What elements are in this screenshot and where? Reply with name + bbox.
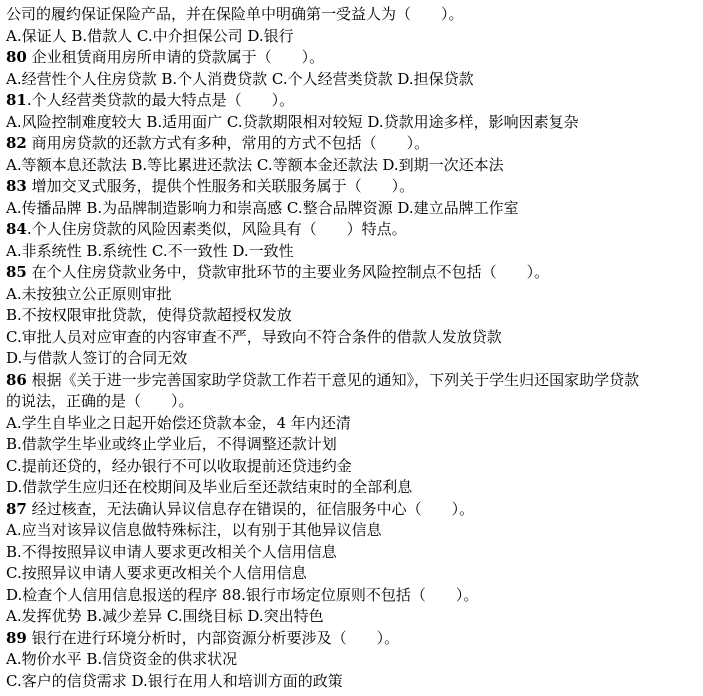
text-line	[6, 112, 700, 134]
question-number: 80	[6, 48, 27, 66]
text-line	[6, 241, 700, 263]
text-line	[6, 542, 700, 564]
line-text: A.保证人 B.借款人 C.中介担保公司 D.银行	[6, 26, 294, 45]
line-text: A.学生自毕业之日起开始偿还贷款本金，4 年内还清	[6, 413, 351, 432]
text-line	[6, 413, 700, 435]
line-text: 增加交叉式服务，提供个性服务和关联服务属于（ ）。	[26, 177, 415, 195]
text-line	[6, 262, 700, 284]
line-text: B.不按权限审批贷款，使得贷款超授权发放	[6, 306, 292, 324]
text-line	[6, 499, 700, 521]
line-text: C.客户的信贷需求 D.银行在用人和培训方面的政策	[6, 671, 343, 690]
text-line	[6, 219, 700, 241]
text-line	[6, 327, 700, 349]
line-text: D.检查个人信用信息报送的程序 88.银行市场定位原则不包括（ ）。	[6, 585, 479, 604]
text-line	[6, 585, 700, 607]
line-text: 的说法，正确的是（ ）。	[6, 392, 194, 410]
question-number: 83	[6, 177, 27, 195]
text-line	[6, 198, 700, 220]
line-text: 商用房贷款的还款方式有多种，常用的方式不包括（ ）。	[26, 134, 430, 152]
line-text: C.提前还贷的，经办银行不可以收取提前还贷违约金	[6, 456, 352, 475]
text-line	[6, 155, 700, 177]
line-text: A.应当对该异议信息做特殊标注，以有别于其他异议信息	[6, 521, 382, 539]
line-text: A.风险控制难度较大 B.适用面广 C.贷款期限相对较短 D.贷款用途多样，影响因素复杂	[6, 112, 579, 131]
line-text: A.物价水平 B.信贷资金的供求状况	[6, 650, 238, 668]
line-text: 在个人住房贷款业务中，贷款审批环节的主要业务风险控制点不包括（ ）。	[26, 263, 550, 281]
document-page	[6, 4, 700, 692]
question-number: 85	[6, 263, 27, 281]
text-line	[6, 348, 700, 370]
text-line	[6, 47, 700, 69]
question-number: 86	[6, 370, 27, 389]
line-text: 公司的履约保证保险产品，并在保险单中明确第一受益人为（ ）。	[6, 5, 464, 23]
text-line	[6, 69, 700, 91]
line-text: 银行在进行环境分析时，内部资源分析要涉及（ ）。	[26, 628, 400, 647]
line-text: .个人经营类贷款的最大特点是（ ）。	[26, 91, 295, 109]
text-line	[6, 628, 700, 650]
line-text: D.借款学生应归还在校期间及毕业后至还款结束时的全部利息	[6, 478, 413, 496]
text-line	[6, 4, 700, 26]
line-text: A.等额本息还款法 B.等比累进还款法 C.等额本金还款法 D.到期一次还本法	[6, 155, 504, 174]
text-line	[6, 520, 700, 542]
line-text: C.审批人员对应审查的内容审查不严，导致向不符合条件的借款人发放贷款	[6, 327, 502, 346]
line-text: A.非系统性 B.系统性 C.不一致性 D.一致性	[6, 241, 294, 260]
question-number: 81	[6, 91, 27, 109]
question-number: 89	[6, 628, 27, 647]
text-line	[6, 477, 700, 499]
text-line	[6, 649, 700, 671]
text-line	[6, 284, 700, 306]
text-line	[6, 563, 700, 585]
question-number: 87	[6, 499, 27, 518]
line-text: C.按照异议申请人要求更改相关个人信用信息	[6, 564, 307, 582]
line-text: 企业租赁商用房所申请的贷款属于（ ）。	[26, 48, 325, 66]
line-text: A.发挥优势 B.减少差异 C.围绕目标 D.突出特色	[6, 607, 324, 625]
text-line	[6, 176, 700, 198]
line-text: A.未按独立公正原则审批	[6, 284, 172, 303]
line-text: B.借款学生毕业或终止学业后，不得调整还款计划	[6, 435, 337, 453]
text-line	[6, 90, 700, 112]
text-line	[6, 434, 700, 456]
question-number: 82	[6, 134, 27, 152]
text-line	[6, 133, 700, 155]
line-text: .个人住房贷款的风险因素类似，风险具有（ ）特点。	[26, 220, 407, 238]
line-text: A.经营性个人住房贷款 B.个人消费贷款 C.个人经营类贷款 D.担保贷款	[6, 69, 474, 88]
line-text: B.不得按照异议申请人要求更改相关个人信用信息	[6, 542, 337, 561]
text-line	[6, 456, 700, 478]
text-line	[6, 305, 700, 327]
text-line	[6, 26, 700, 48]
line-text: 根据《关于进一步完善国家助学贷款工作若干意见的通知》，下列关于学生归还国家助学贷款	[26, 370, 640, 389]
line-text: 经过核查，无法确认异议信息存在错误的，征信服务中心（ ）。	[26, 499, 475, 518]
line-text: D.与借款人签订的合同无效	[6, 349, 188, 367]
question-number: 84	[6, 220, 27, 238]
line-text: A.传播品牌 B.为品牌制造影响力和崇高感 C.整合品牌资源 D.建立品牌工作室	[6, 198, 519, 217]
text-line	[6, 391, 700, 413]
text-line	[6, 370, 700, 392]
text-line	[6, 606, 700, 628]
text-line	[6, 671, 700, 693]
